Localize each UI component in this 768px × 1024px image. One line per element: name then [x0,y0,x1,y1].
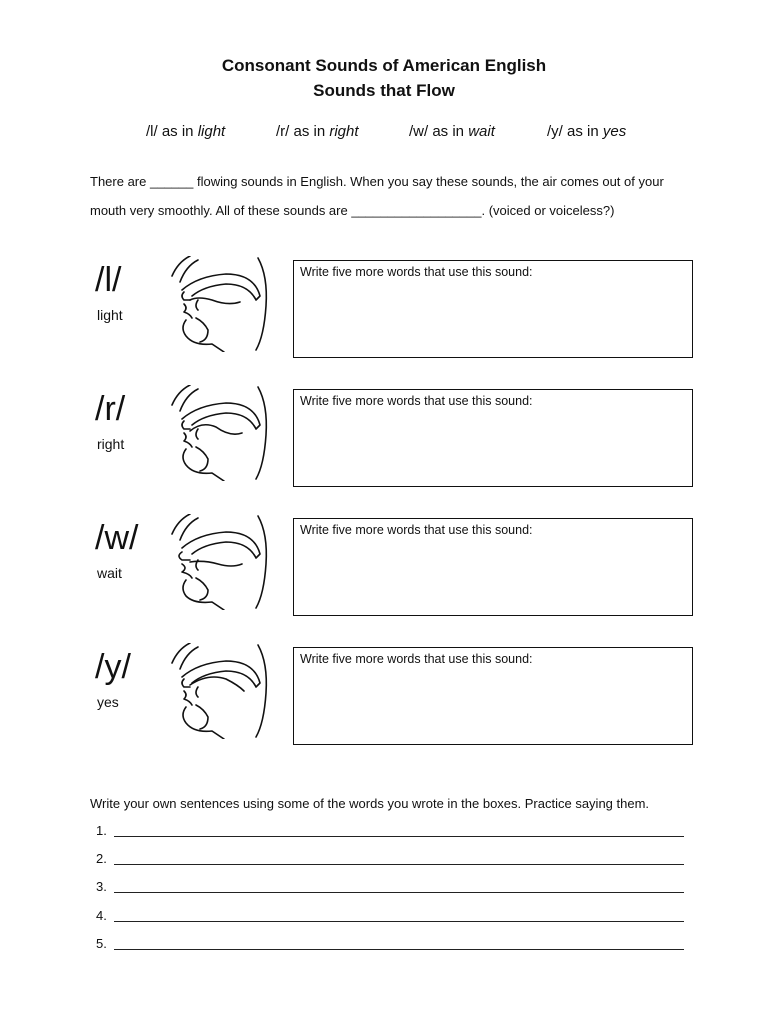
sound-row-l [0,260,768,370]
intro-line-2: mouth very smoothly. All of these sounds are __________________. (voiced or voiceless?) [90,203,615,218]
mouth-diagram-icon [168,514,270,610]
sound-symbol: /r/ [95,390,126,428]
mouth-diagram-icon [168,643,270,739]
answer-line[interactable] [114,921,684,922]
answer-line[interactable] [114,949,684,950]
example-r: /r/ as in right [276,123,359,140]
word-box-label: Write five more words that use this sound: [300,523,533,537]
sentence-number: 4. [96,908,107,923]
sound-word: wait [97,565,122,581]
page-subtitle: Sounds that Flow [313,81,455,100]
sound-symbol: /y/ [95,648,131,686]
mouth-diagram-icon [168,385,270,481]
sound-word: right [97,436,125,452]
sentence-line-2[interactable] [96,850,686,870]
sentence-number: 2. [96,851,107,866]
mouth-diagram-icon [168,256,270,352]
example-l: /l/ as in light [146,123,226,140]
sentence-line-3[interactable] [96,878,686,898]
sentence-number: 3. [96,879,107,894]
sound-row-y [0,647,768,757]
answer-line[interactable] [114,864,684,865]
sentence-line-1[interactable] [96,822,686,842]
word-box-label: Write five more words that use this sound: [300,652,533,666]
sound-word: light [97,307,123,323]
sentences-instruction: Write your own sentences using some of the words you wrote in the boxes. Practice saying them. [90,796,650,811]
sentence-number: 5. [96,936,107,951]
word-box-label: Write five more words that use this sound: [300,265,533,279]
example-y: /y/ as in yes [547,123,627,140]
word-box-label: Write five more words that use this sound: [300,394,533,408]
answer-line[interactable] [114,836,684,837]
sentence-line-4[interactable] [96,907,686,927]
example-w: /w/ as in wait [409,123,495,140]
word-box-y[interactable] [293,647,693,745]
sound-symbol: /l/ [95,261,122,299]
word-box-w[interactable] [293,518,693,616]
sound-word: yes [97,694,119,710]
word-box-l[interactable] [293,260,693,358]
sound-row-w [0,518,768,628]
answer-line[interactable] [114,892,684,893]
sentence-line-5[interactable] [96,935,686,955]
word-box-r[interactable] [293,389,693,487]
page-title: Consonant Sounds of American English [221,56,547,75]
sentence-number: 1. [96,823,107,838]
sound-row-r [0,389,768,499]
intro-line-1: There are ______ flowing sounds in English. When you say these sounds, the air comes out of your [90,174,664,189]
sound-symbol: /w/ [95,519,139,557]
